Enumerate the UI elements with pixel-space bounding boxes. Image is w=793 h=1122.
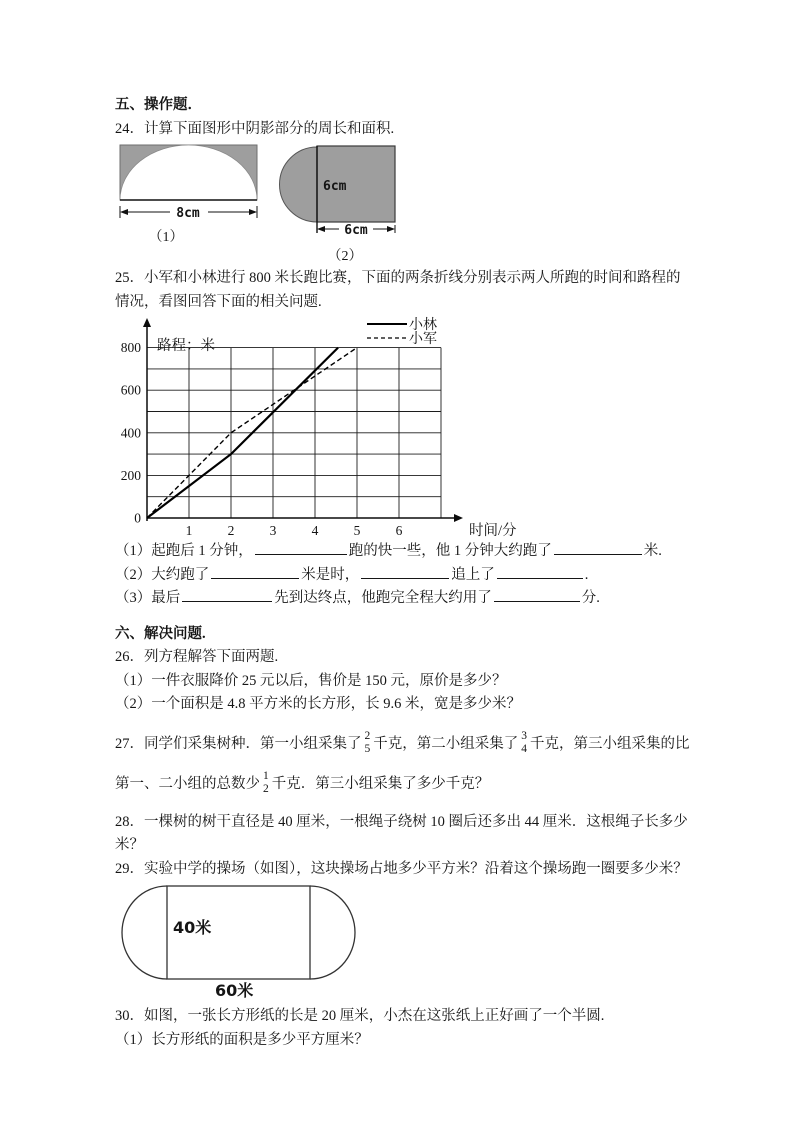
text-segment: 第一、二小组的总数少 [115, 776, 260, 792]
legend-label-小军: 小军 [409, 332, 437, 347]
chart-legend [367, 316, 437, 347]
question-25-chart-container [115, 314, 615, 538]
question-30-sub-1: （1）长方形纸的面积是多少平方厘米？ [115, 1031, 369, 1048]
svg-text:400: 400 [120, 425, 141, 441]
dimension-arrow-right [249, 209, 257, 215]
text-segment: 千克．第三小组采集了多少千克？ [271, 776, 490, 792]
question-28-text: 28．一棵树的树干直径是 40 厘米，一根绳子绕树 10 圈后还多出 44 厘米．这根绳子长多少米？ [115, 813, 688, 853]
question-27 [115, 723, 690, 803]
figure-24-2-side-label: 6cm [323, 179, 347, 194]
fraction: 2 5 [364, 730, 371, 755]
text-segment: 千克，第三小组采集的比 [530, 736, 690, 752]
chart-x-axis-title: 时间/分 [469, 523, 517, 538]
section-6-title: 六、解决问题. [115, 625, 206, 642]
question-26-sub-2: （2）一个面积是 4.8 平方米的长方形，长 9.6 米，宽是多少米？ [115, 696, 521, 712]
text-segment: （2）大约跑了 [115, 566, 210, 583]
question-26-text: 26．列方程解答下面两题. [115, 649, 279, 665]
svg-text:800: 800 [120, 340, 141, 356]
question-26-sub-1: （1）一件衣服降价 25 元以后，售价是 150 元，原价是多少？ [115, 672, 507, 689]
figure-24-2-square-with-semicircle [273, 143, 413, 265]
answer-blank [497, 565, 583, 579]
x-axis-arrow [454, 514, 463, 522]
svg-text:0: 0 [134, 510, 141, 526]
figure-24-2-caption: （2） [327, 249, 363, 264]
svg-text:1: 1 [185, 523, 193, 538]
figure-29-height-label: 40米 [173, 918, 212, 937]
svg-text:6: 6 [395, 523, 403, 538]
question-30-text: 30．如图，一张长方形纸的长是 20 厘米，小杰在这张纸上正好画了一个半圆. [115, 1008, 605, 1024]
svg-text:2: 2 [227, 523, 235, 538]
fraction: 3 4 [521, 730, 527, 755]
question-25-text: 25．小军和小林进行 800 米长跑比赛，下面的两条折线分别表示两人所跑的时间和路程的情况，看图回答下面的相关问题. [115, 270, 681, 310]
question-27-line-2 [115, 763, 690, 803]
text-segment: 跑的快一些，他 1 分钟大约跑了 [348, 543, 552, 559]
text-segment: 米是时， [301, 566, 360, 583]
answer-blank [554, 541, 642, 555]
text-segment: 27．同学们采集树种．第一小组采集了 [115, 736, 362, 752]
text-segment: 千克，第二小组采集了 [373, 736, 519, 752]
svg-text:200: 200 [120, 467, 141, 483]
text-segment: 追上了 [451, 566, 495, 583]
svg-text:600: 600 [120, 382, 141, 398]
svg-text:4: 4 [311, 523, 319, 538]
question-25-item-1 [115, 540, 690, 564]
y-axis-arrow [143, 318, 151, 327]
text-segment: （1）起跑后 1 分钟， [115, 543, 253, 559]
figure-24-1-caption: （1） [148, 230, 184, 245]
answer-blank [255, 541, 347, 555]
answer-blank [361, 565, 449, 579]
answer-blank [211, 565, 299, 579]
section-5-title: 五、操作题． [115, 97, 202, 113]
question-24-text: 24．计算下面图形中阴影部分的周长和面积. [115, 120, 395, 137]
question-29-text: 29．实验中学的操场（如图），这块操场占地多少平方米？沿着这个操场跑一圈要多少米？ [115, 860, 688, 877]
question-27-line-1 [115, 723, 690, 763]
question-24-figures [115, 143, 690, 265]
dimension-arrow-left [317, 226, 325, 232]
legend-label-小林: 小林 [409, 318, 437, 333]
question-25-item-2 [115, 564, 690, 588]
question-29-figure [115, 883, 690, 1005]
figure-29-width-label: 60米 [215, 981, 254, 1000]
text-segment: 米. [643, 543, 662, 559]
chart-grid [147, 348, 441, 518]
svg-text:5: 5 [353, 523, 361, 538]
text-segment: . [584, 566, 589, 583]
line-chart-q25 [115, 314, 615, 538]
dimension-arrow-right [387, 226, 395, 232]
document-content [115, 94, 690, 1052]
question-25-item-3 [115, 587, 690, 611]
text-segment: 分. [581, 590, 600, 606]
figure-24-1-dimension-label: 8cm [176, 206, 200, 221]
dimension-arrow-left [120, 209, 128, 215]
text-segment: 先到达终点，他跑完全程大约用了 [274, 590, 492, 606]
figure-24-2-bottom-label: 6cm [344, 223, 368, 238]
fraction: 1 2 [263, 770, 269, 795]
svg-text:3: 3 [269, 523, 277, 538]
chart-y-axis-title: 路程：米 [157, 338, 215, 354]
figure-29-stadium [120, 883, 370, 1003]
answer-blank [182, 588, 272, 602]
text-segment: （3）最后 [115, 590, 181, 606]
answer-blank [494, 588, 580, 602]
